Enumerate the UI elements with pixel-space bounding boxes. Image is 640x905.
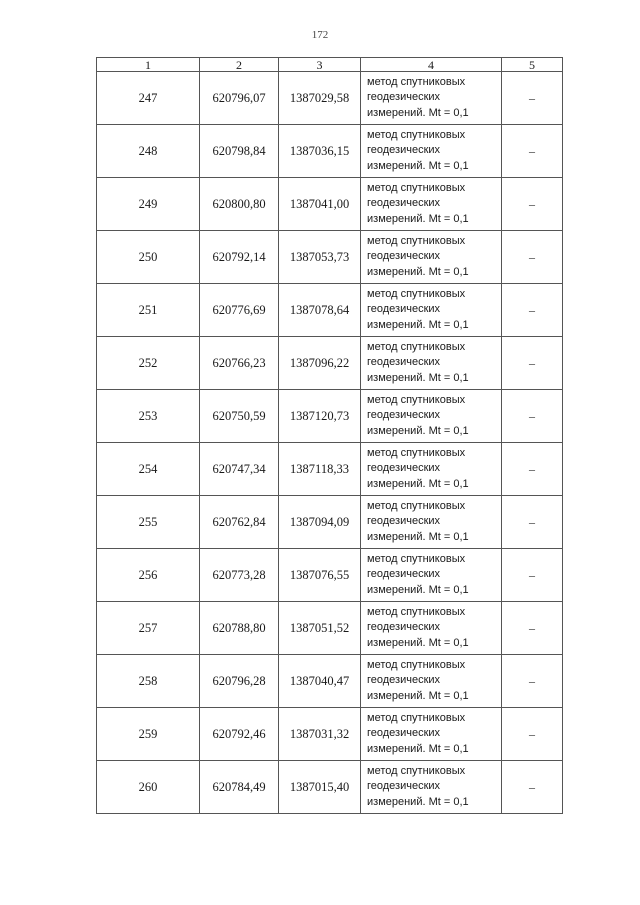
y-coordinate-cell: 1387029,58 bbox=[279, 72, 361, 125]
point-number-cell: 248 bbox=[97, 125, 200, 178]
y-coordinate-cell: 1387036,15 bbox=[279, 125, 361, 178]
table-row bbox=[97, 337, 563, 390]
point-number-cell: 258 bbox=[97, 655, 200, 708]
method-text-line: метод спутниковых bbox=[367, 340, 466, 353]
point-number-cell: 254 bbox=[97, 443, 200, 496]
x-coordinate-cell: 620766,23 bbox=[200, 337, 279, 390]
method-text-line: геодезических bbox=[367, 197, 441, 210]
method-text-line: измерений. Mt = 0,1 bbox=[367, 265, 469, 278]
method-text-line: геодезических bbox=[367, 303, 441, 316]
method-text-line: метод спутниковых bbox=[367, 75, 466, 88]
table-row bbox=[97, 390, 563, 443]
method-cell bbox=[361, 125, 502, 178]
column-header-3: 3 bbox=[279, 58, 361, 72]
y-coordinate-cell: 1387040,47 bbox=[279, 655, 361, 708]
note-cell: – bbox=[502, 761, 563, 814]
table-body bbox=[97, 72, 563, 814]
method-text-line: измерений. Mt = 0,1 bbox=[367, 583, 469, 596]
note-cell: – bbox=[502, 602, 563, 655]
method-text-line: геодезических bbox=[367, 780, 441, 793]
x-coordinate-cell: 620773,28 bbox=[200, 549, 279, 602]
note-cell: – bbox=[502, 655, 563, 708]
note-cell: – bbox=[502, 284, 563, 337]
method-cell bbox=[361, 284, 502, 337]
y-coordinate-cell: 1387118,33 bbox=[279, 443, 361, 496]
y-coordinate-cell: 1387096,22 bbox=[279, 337, 361, 390]
method-text-line: измерений. Mt = 0,1 bbox=[367, 318, 469, 331]
x-coordinate-cell: 620796,28 bbox=[200, 655, 279, 708]
x-coordinate-cell: 620792,14 bbox=[200, 231, 279, 284]
point-number-cell: 257 bbox=[97, 602, 200, 655]
table-row bbox=[97, 284, 563, 337]
y-coordinate-cell: 1387094,09 bbox=[279, 496, 361, 549]
point-number-cell: 255 bbox=[97, 496, 200, 549]
y-coordinate-cell: 1387078,64 bbox=[279, 284, 361, 337]
table-row bbox=[97, 231, 563, 284]
method-cell bbox=[361, 549, 502, 602]
method-text-line: метод спутниковых bbox=[367, 552, 466, 565]
method-text-line: метод спутниковых bbox=[367, 234, 466, 247]
note-cell: – bbox=[502, 390, 563, 443]
x-coordinate-cell: 620788,80 bbox=[200, 602, 279, 655]
table-header-row bbox=[97, 58, 563, 72]
method-text-line: измерений. Mt = 0,1 bbox=[367, 371, 469, 384]
note-cell: – bbox=[502, 178, 563, 231]
point-number-cell: 251 bbox=[97, 284, 200, 337]
method-text-line: метод спутниковых bbox=[367, 393, 466, 406]
method-text-line: метод спутниковых bbox=[367, 605, 466, 618]
point-number-cell: 249 bbox=[97, 178, 200, 231]
x-coordinate-cell: 620750,59 bbox=[200, 390, 279, 443]
method-text-line: геодезических bbox=[367, 674, 441, 687]
point-number-cell: 256 bbox=[97, 549, 200, 602]
method-text-line: метод спутниковых bbox=[367, 764, 466, 777]
method-text-line: метод спутниковых bbox=[367, 711, 466, 724]
method-cell bbox=[361, 390, 502, 443]
y-coordinate-cell: 1387031,32 bbox=[279, 708, 361, 761]
y-coordinate-cell: 1387053,73 bbox=[279, 231, 361, 284]
column-header-1: 1 bbox=[97, 58, 200, 72]
method-text-line: геодезических bbox=[367, 568, 441, 581]
method-cell bbox=[361, 708, 502, 761]
method-text-line: измерений. Mt = 0,1 bbox=[367, 636, 469, 649]
method-text-line: геодезических bbox=[367, 727, 441, 740]
column-header-2: 2 bbox=[200, 58, 279, 72]
note-cell: – bbox=[502, 337, 563, 390]
method-text-line: измерений. Mt = 0,1 bbox=[367, 530, 469, 543]
method-cell bbox=[361, 761, 502, 814]
method-text-line: метод спутниковых bbox=[367, 658, 466, 671]
method-cell bbox=[361, 337, 502, 390]
method-cell bbox=[361, 496, 502, 549]
method-text-line: измерений. Mt = 0,1 bbox=[367, 477, 469, 490]
column-header-5: 5 bbox=[502, 58, 563, 72]
method-text-line: геодезических bbox=[367, 91, 441, 104]
method-text-line: метод спутниковых bbox=[367, 446, 466, 459]
y-coordinate-cell: 1387015,40 bbox=[279, 761, 361, 814]
table-row bbox=[97, 125, 563, 178]
method-cell bbox=[361, 72, 502, 125]
point-number-cell: 253 bbox=[97, 390, 200, 443]
method-text-line: измерений. Mt = 0,1 bbox=[367, 212, 469, 225]
y-coordinate-cell: 1387076,55 bbox=[279, 549, 361, 602]
x-coordinate-cell: 620747,34 bbox=[200, 443, 279, 496]
table-row bbox=[97, 602, 563, 655]
point-number-cell: 259 bbox=[97, 708, 200, 761]
note-cell: – bbox=[502, 125, 563, 178]
table-row bbox=[97, 761, 563, 814]
table-row bbox=[97, 443, 563, 496]
x-coordinate-cell: 620792,46 bbox=[200, 708, 279, 761]
x-coordinate-cell: 620798,84 bbox=[200, 125, 279, 178]
method-text-line: измерений. Mt = 0,1 bbox=[367, 689, 469, 702]
method-text-line: измерений. Mt = 0,1 bbox=[367, 424, 469, 437]
table-row bbox=[97, 708, 563, 761]
method-cell bbox=[361, 602, 502, 655]
note-cell: – bbox=[502, 72, 563, 125]
method-text-line: метод спутниковых bbox=[367, 128, 466, 141]
x-coordinate-cell: 620796,07 bbox=[200, 72, 279, 125]
y-coordinate-cell: 1387051,52 bbox=[279, 602, 361, 655]
y-coordinate-cell: 1387041,00 bbox=[279, 178, 361, 231]
method-text-line: метод спутниковых bbox=[367, 181, 466, 194]
method-text-line: геодезических bbox=[367, 515, 441, 528]
point-number-cell: 252 bbox=[97, 337, 200, 390]
note-cell: – bbox=[502, 549, 563, 602]
note-cell: – bbox=[502, 496, 563, 549]
page-number: 172 bbox=[311, 29, 329, 41]
method-text-line: метод спутниковых bbox=[367, 499, 466, 512]
note-cell: – bbox=[502, 708, 563, 761]
method-text-line: измерений. Mt = 0,1 bbox=[367, 795, 469, 808]
note-cell: – bbox=[502, 231, 563, 284]
method-cell bbox=[361, 178, 502, 231]
method-text-line: метод спутниковых bbox=[367, 287, 466, 300]
method-text-line: геодезических bbox=[367, 356, 441, 369]
method-text-line: измерений. Mt = 0,1 bbox=[367, 159, 469, 172]
method-text-line: геодезических bbox=[367, 462, 441, 475]
table-row bbox=[97, 496, 563, 549]
x-coordinate-cell: 620784,49 bbox=[200, 761, 279, 814]
x-coordinate-cell: 620762,84 bbox=[200, 496, 279, 549]
coordinates-table bbox=[96, 57, 563, 814]
x-coordinate-cell: 620776,69 bbox=[200, 284, 279, 337]
x-coordinate-cell: 620800,80 bbox=[200, 178, 279, 231]
method-text-line: геодезических bbox=[367, 621, 441, 634]
method-cell bbox=[361, 443, 502, 496]
table-row bbox=[97, 655, 563, 708]
note-cell: – bbox=[502, 443, 563, 496]
method-text-line: измерений. Mt = 0,1 bbox=[367, 742, 469, 755]
method-cell bbox=[361, 231, 502, 284]
method-text-line: геодезических bbox=[367, 250, 441, 263]
table-row bbox=[97, 549, 563, 602]
point-number-cell: 260 bbox=[97, 761, 200, 814]
method-text-line: измерений. Mt = 0,1 bbox=[367, 106, 469, 119]
method-text-line: геодезических bbox=[367, 144, 441, 157]
point-number-cell: 250 bbox=[97, 231, 200, 284]
table-row bbox=[97, 72, 563, 125]
column-header-4: 4 bbox=[361, 58, 502, 72]
point-number-cell: 247 bbox=[97, 72, 200, 125]
method-text-line: геодезических bbox=[367, 409, 441, 422]
table-row bbox=[97, 178, 563, 231]
y-coordinate-cell: 1387120,73 bbox=[279, 390, 361, 443]
method-cell bbox=[361, 655, 502, 708]
